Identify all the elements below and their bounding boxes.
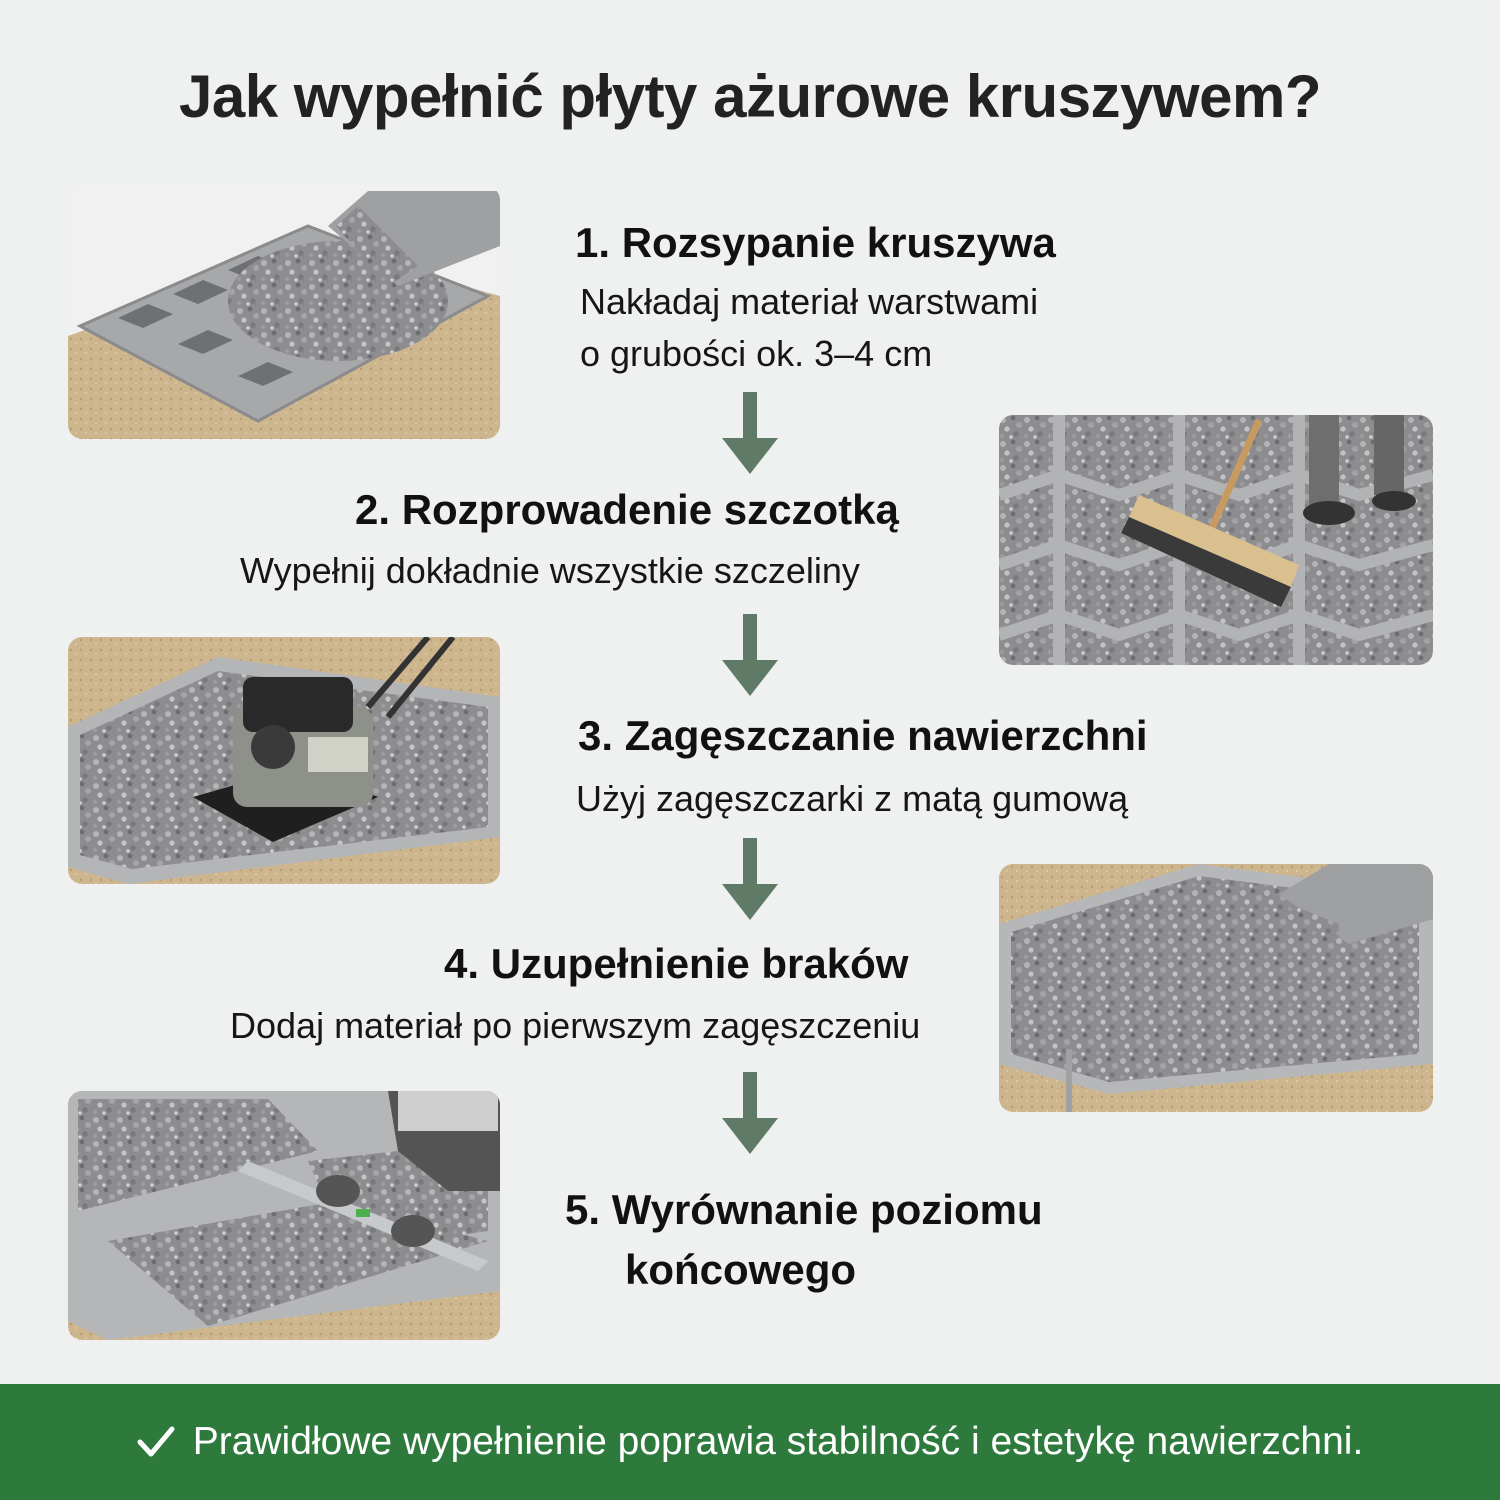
arrow-down-icon (722, 392, 778, 476)
step2-heading: 2. Rozprowadenie szczotką (355, 486, 899, 533)
step4-illustration (999, 864, 1433, 1112)
step3-illustration (68, 637, 500, 884)
step3-heading: 3. Zagęszczanie nawierzchni (578, 712, 1148, 759)
arrow-down-icon (722, 838, 778, 922)
step1-illustration (68, 186, 500, 439)
footer-text: Prawidłowe wypełnienie poprawia stabilność i estetykę nawierzchni. (192, 1420, 1364, 1463)
step1-description-line1: Nakładaj materiał warstwami (580, 281, 1039, 322)
step4-heading: 4. Uzupełnienie braków (444, 940, 909, 987)
step1-description-line2: o grubości ok. 3–4 cm (580, 333, 933, 374)
arrow-down-icon (722, 1072, 778, 1156)
step5-heading-line2: końcowego (625, 1246, 857, 1293)
step1-heading: 1. Rozsypanie kruszywa (575, 219, 1056, 266)
step4-description: Dodaj materiał po pierwszym zagęszczeniu (230, 1005, 921, 1046)
step5-illustration (68, 1091, 500, 1340)
arrow-down-icon (722, 614, 778, 698)
step2-description: Wypełnij dokładnie wszystkie szczeliny (240, 550, 860, 591)
step2-illustration (999, 415, 1433, 665)
check-icon (137, 1425, 175, 1459)
step3-description: Użyj zagęszczarki z matą gumową (576, 778, 1129, 819)
step5-heading-line1: 5. Wyrównanie poziomu (565, 1186, 1043, 1233)
footer-banner (0, 1384, 1500, 1500)
page-title: Jak wypełnić płyty ażurowe kruszywem? (179, 63, 1321, 130)
